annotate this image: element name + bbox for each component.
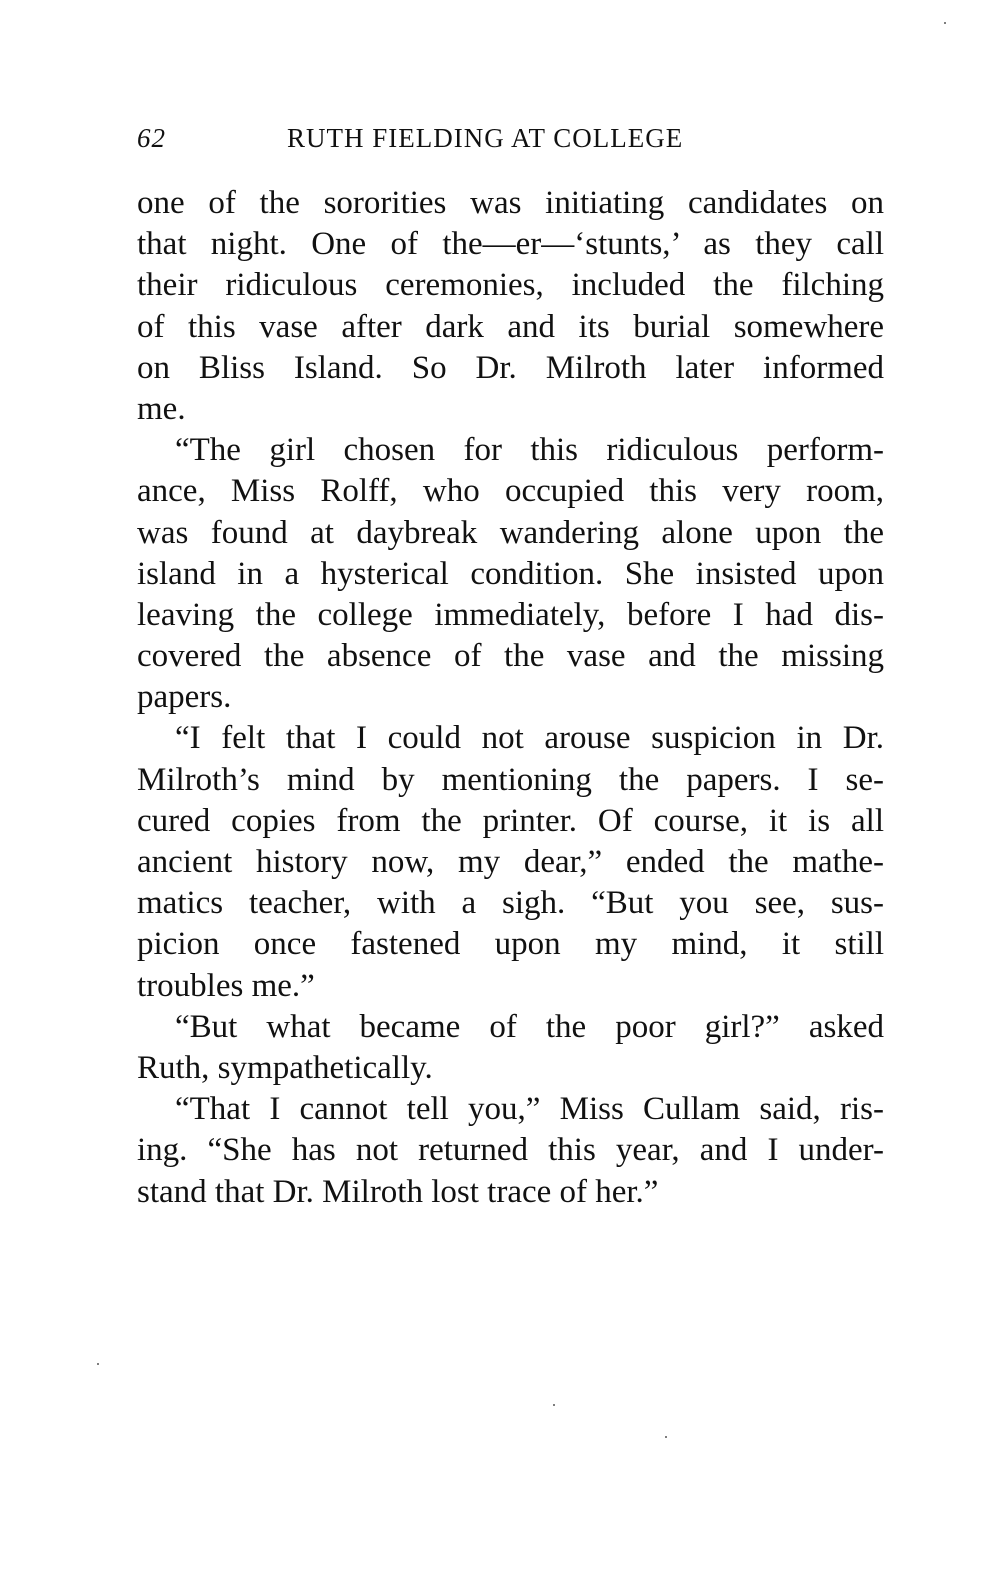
scan-speck (944, 22, 946, 24)
body-text (137, 183, 884, 1213)
text-line: ancient history now, my dear,” ended the mathe- (137, 844, 884, 880)
scan-speck (553, 1404, 555, 1406)
text-line: “I felt that I could not arouse suspicion in Dr. (175, 720, 884, 757)
text-line: one of the sororities was initiating candidates on (137, 185, 884, 221)
page-number: 62 (137, 123, 166, 153)
text-line: “But what became of the poor girl?” asked (175, 1008, 884, 1045)
text-line: leaving the college immediately, before I had dis- (137, 596, 884, 633)
text-line: matics teacher, with a sigh. “But you see, sus- (137, 885, 884, 922)
text-line: covered the absence of the vase and the missing (137, 638, 884, 675)
text-line: cured copies from the printer. Of course, it is all (137, 802, 884, 839)
text-line: was found at daybreak wandering alone upon the (137, 514, 884, 551)
text-line: picion once fastened upon my mind, it still (137, 926, 884, 963)
text-line: papers. (137, 679, 232, 716)
text-line: that night. One of the—er—‘stunts,’ as they call (137, 226, 884, 263)
running-head (137, 118, 887, 158)
text-line: “The girl chosen for this ridiculous perform- (175, 432, 884, 469)
scan-speck (97, 1363, 99, 1365)
text-line: of this vase after dark and its burial somewhere (137, 308, 884, 345)
text-line: ance, Miss Rolff, who occupied this very room, (137, 473, 884, 510)
scan-speck (665, 1436, 667, 1438)
text-line: “That I cannot tell you,” Miss Cullam said, ris- (175, 1091, 884, 1128)
text-line: me. (137, 390, 186, 427)
text-line: Milroth’s mind by mentioning the papers. I se- (137, 761, 884, 798)
text-line: ing. “She has not returned this year, and I under- (137, 1132, 884, 1169)
text-line: their ridiculous ceremonies, included the filching (137, 267, 884, 304)
text-line: on Bliss Island. So Dr. Milroth later informed (137, 349, 884, 386)
text-line: island in a hysterical condition. She insisted upon (137, 555, 884, 592)
text-line: troubles me.” (137, 967, 315, 1004)
running-title: RUTH FIELDING AT COLLEGE (287, 123, 684, 153)
text-line: stand that Dr. Milroth lost trace of her.” (137, 1173, 659, 1210)
text-line: Ruth, sympathetically. (137, 1049, 433, 1086)
